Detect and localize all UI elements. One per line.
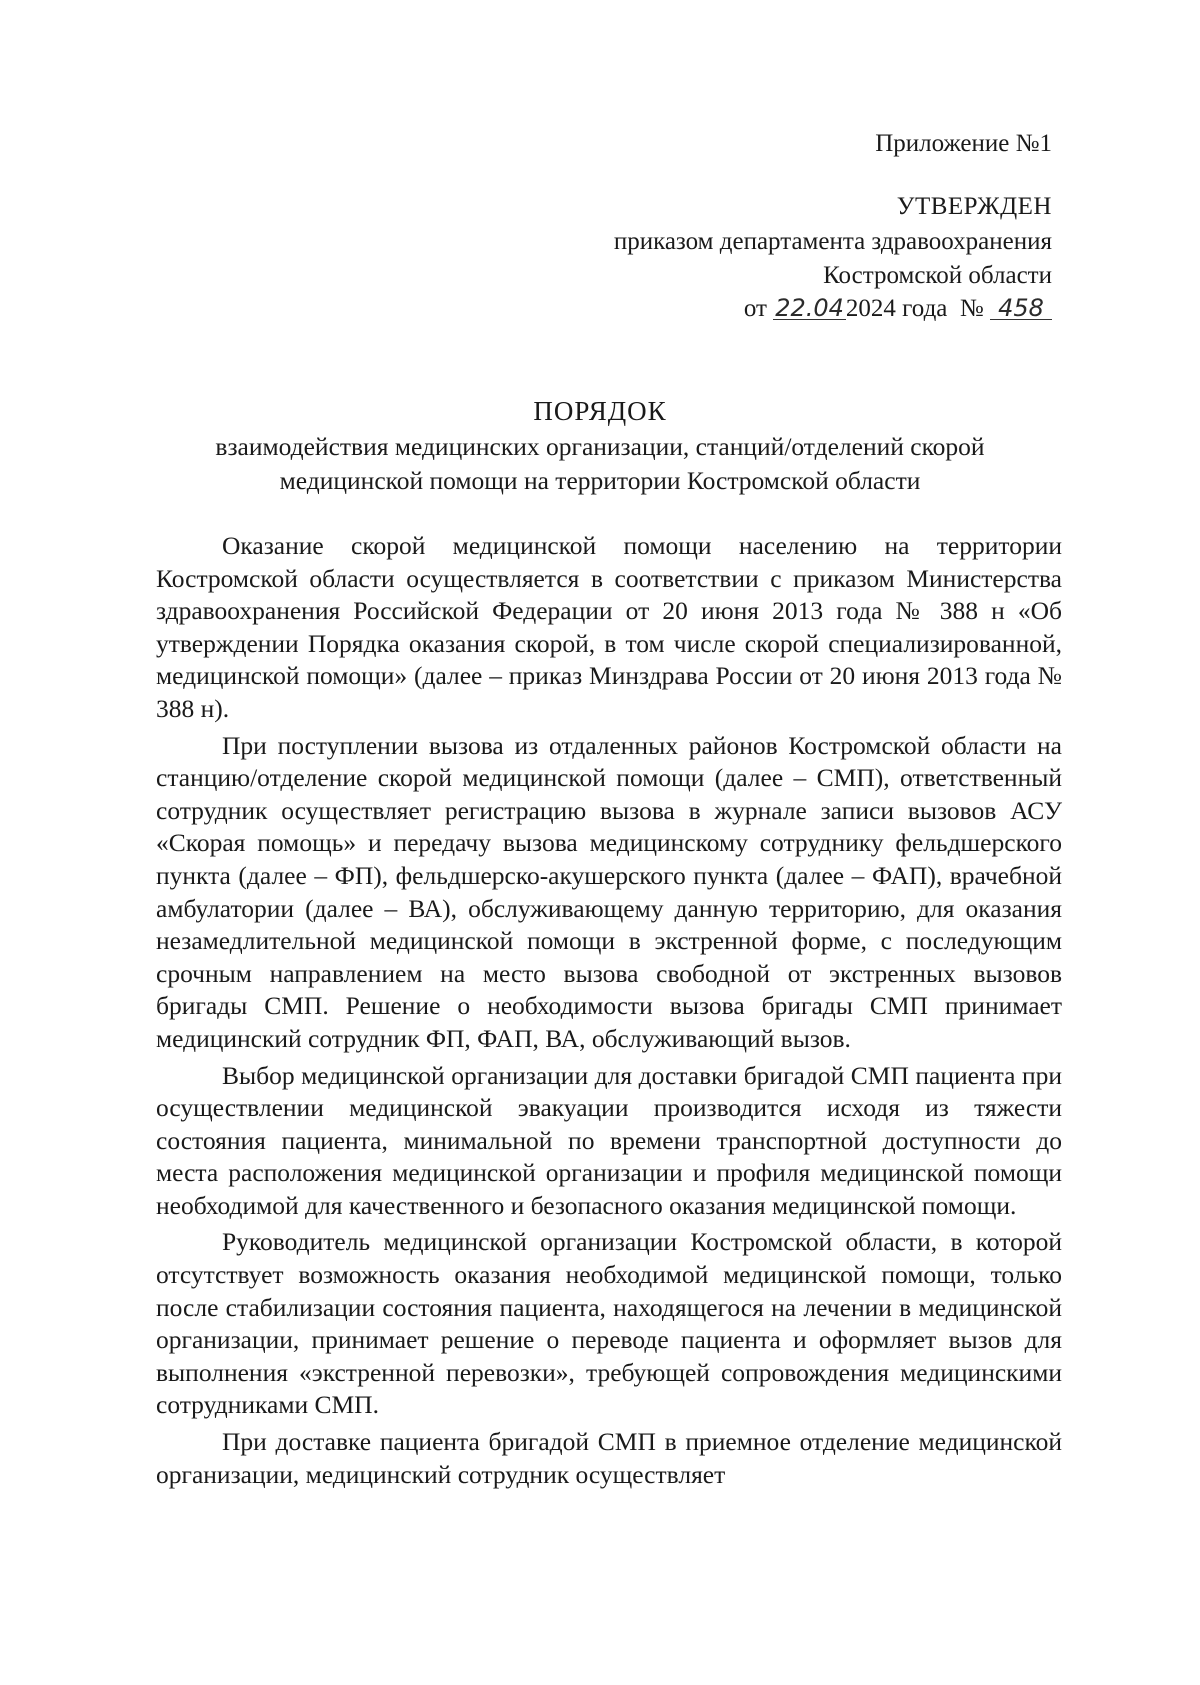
handwritten-order-number: 458	[990, 297, 1052, 320]
date-year: 2024 года	[845, 295, 948, 322]
document-body	[156, 530, 1062, 1491]
approved-stamp-text: УТВЕРЖДЕН	[896, 193, 1052, 220]
body-paragraph: Выбор медицинской организации для доставки бригадой СМП пациента при осуществлении медицинской эвакуации производится исходя из тяжести состояния пациента, минимальной по времени транспортной доступности до места расположения медицинской организации и профиля медицинской помощи необходимой для качественного и безопасного оказания медицинской помощи.	[156, 1060, 1062, 1220]
approval-order-line: приказом департамента здравоохранения	[613, 228, 1052, 255]
appendix-label: Приложение №1	[875, 130, 1052, 157]
document-title: ПОРЯДОК	[533, 396, 667, 426]
document-subtitle-line-1: взаимодействия медицинских организации, станций/отделений скорой	[215, 432, 985, 461]
document-subtitle-line-2: медицинской помощи на территории Костромской области	[279, 466, 921, 495]
body-paragraph: Оказание скорой медицинской помощи населению на территории Костромской области осуществляется в соответствии с приказом Министерства здравоохранения Российской Федерации от 20 июня 2013 года № 388 н «Об утверждении Порядка оказания скорой, в том числе скорой специализированной, медицинской помощи» (далее – приказ Минздрава России от 20 июня 2013 года № 388 н).	[156, 531, 1062, 723]
handwritten-date: 22.04	[775, 294, 844, 322]
body-paragraph: При доставке пациента бригадой СМП в приемное отделение медицинской организации, медицинский сотрудник осуществляет	[156, 1427, 1062, 1489]
number-prefix: №	[959, 295, 984, 322]
body-paragraph: При поступлении вызова из отдаленных районов Костромской области на станцию/отделение скорой медицинской помощи (далее – СМП), ответственный сотрудник осуществляет регистрацию вызова в журнале записи вызовов АСУ «Скорая помощь» и передачу вызова медицинскому сотруднику фельдшерского пункта (далее – ФП), фельдшерско-акушерского пункта (далее – ФАП), врачебной амбулатории (далее – ВА), обслуживающему данную территорию, для оказания незамедлительной медицинской помощи в экстренной форме, с последующим срочным направлением на место вызова свободной от экстренных вызовов бригады СМП. Решение о необходимости вызова бригады СМП принимает медицинский сотрудник ФП, ФАП, ВА, обслуживающий вызов.	[156, 730, 1062, 1053]
body-paragraph: Руководитель медицинской организации Костромской области, в которой отсутствует возможность оказания необходимой медицинской помощи, только после стабилизации состояния пациента, находящегося на лечении в медицинской организации, принимает решение о переводе пациента и оформляет вызов для выполнения «экстренной перевозки», требующей сопровождения медицинскими сотрудниками СМП.	[156, 1227, 1062, 1420]
approval-region-line: Костромской области	[823, 262, 1052, 289]
approval-date-line	[744, 295, 1052, 323]
date-prefix: от	[743, 295, 767, 322]
